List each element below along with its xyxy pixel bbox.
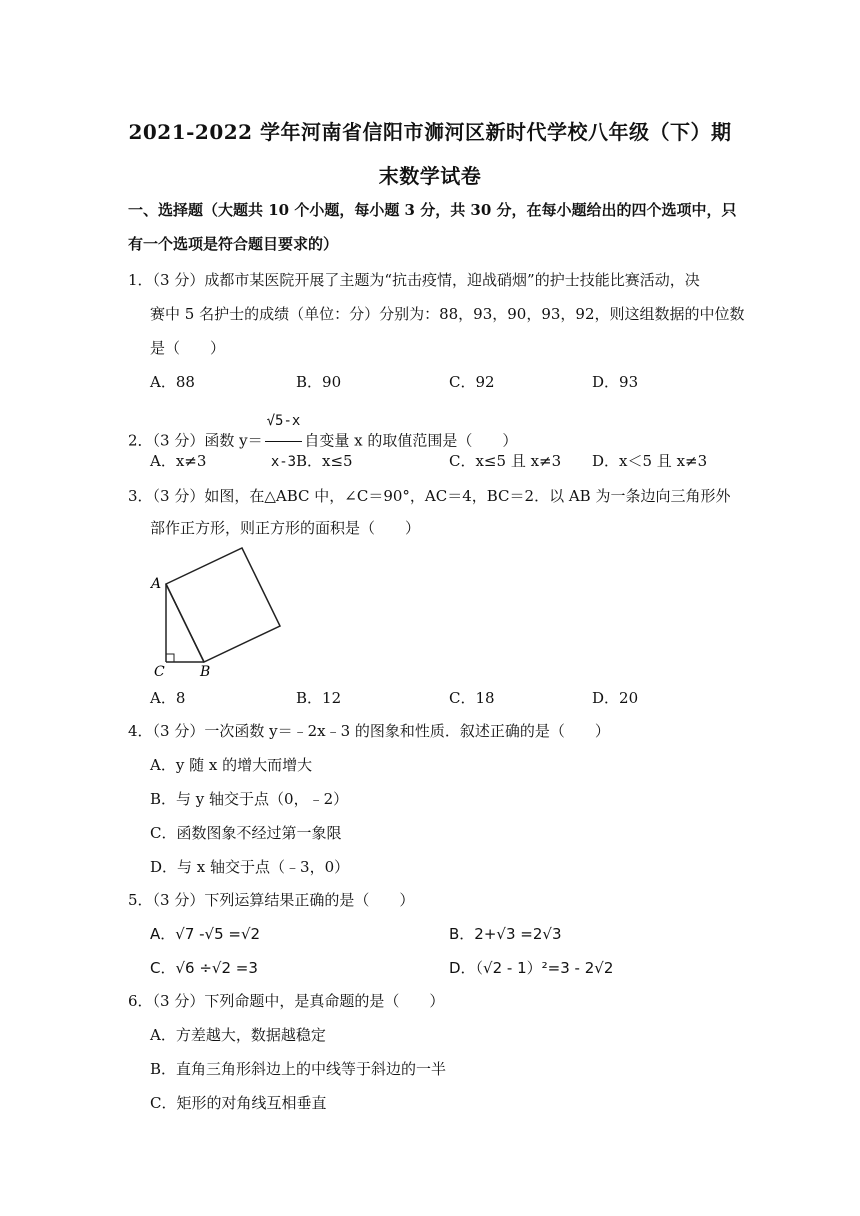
q3-stem-line2: 部作正方形，则正方形的面积是（ ） [150,519,421,537]
q5-option-b: B．2+√3 =2√3 [449,925,562,943]
q5-option-d: D．（√2 - 1）²=3 - 2√2 [449,959,614,977]
q1-stem-line3: 是（ ） [150,339,226,357]
vertex-a-label: A [151,576,162,592]
q1-stem-line1: 1．（3 分）成都市某医院开展了主题为“抗击疫情，迎战硝烟”的护士技能比赛活动，决 [128,271,700,289]
right-angle-mark [166,654,174,662]
q2-option-c: C．x≤5 且 x≠3 [449,452,562,470]
q2-numerator: √5-x [265,401,303,442]
q3-option-b: B．12 [296,689,342,707]
q2-option-a: A．x≠3 [150,452,207,470]
q5-option-c: C．√6 ÷√2 =3 [150,959,258,977]
section-heading-line1: 一、选择题（大题共 10 个小题，每小题 3 分，共 30 分，在每小题给出的四个选项中，只 [128,201,737,219]
q3-stem-line1: 3．（3 分）如图，在△ABC 中，∠C＝90°，AC＝4，BC＝2．以 AB 为一条边向三角形外 [128,487,731,505]
q4-option-b: B．与 y 轴交于点（0，﹣2） [150,790,349,808]
q1-stem-line2: 赛中 5 名护士的成绩（单位：分）分别为：88，93，90，93，92，则这组数据的中位数 [150,305,745,323]
q5-option-a: A．√7 -√5 =√2 [150,925,261,943]
triangle-square-figure [146,544,286,680]
q2-option-b: B．x≤5 [296,452,353,470]
q6-option-b: B．直角三角形斜边上的中线等于斜边的一半 [150,1060,447,1078]
vertex-c-label: C [154,664,165,680]
q2-denominator: x-3 [270,454,297,470]
q5-stem: 5．（3 分）下列运算结果正确的是（ ） [128,891,415,909]
exam-title-line1: 2021-2022 学年河南省信阳市浉河区新时代学校八年级（下）期 [128,120,732,144]
q1-option-a: A．88 [150,373,195,391]
q2-suffix: 自变量 x 的取值范围是（ ） [304,431,518,450]
q2-prefix: 2．（3 分）函数 y＝ [128,431,263,450]
q6-option-a: A．方差越大，数据越稳定 [150,1026,326,1044]
q6-option-c: C．矩形的对角线互相垂直 [150,1094,327,1112]
q4-option-c: C．函数图象不经过第一象限 [150,824,342,842]
exam-title-line2: 末数学试卷 [378,164,482,188]
section-heading-line2: 有一个选项是符合题目要求的） [128,235,339,253]
q2-option-d: D．x＜5 且 x≠3 [592,452,708,470]
q1-option-d: D．93 [592,373,639,391]
vertex-b-label: B [200,664,211,680]
q1-option-b: B．90 [296,373,342,391]
q4-option-a: A．y 随 x 的增大而增大 [150,756,313,774]
q6-stem: 6．（3 分）下列命题中，是真命题的是（ ） [128,992,445,1010]
q3-option-d: D．20 [592,689,639,707]
q3-option-a: A．8 [150,689,186,707]
q4-stem: 4．（3 分）一次函数 y＝﹣2x﹣3 的图象和性质．叙述正确的是（ ） [128,722,610,740]
q1-option-c: C．92 [449,373,495,391]
square-on-ab [166,548,280,662]
q4-option-d: D．与 x 轴交于点（﹣3，0） [150,858,350,876]
q3-option-c: C．18 [449,689,495,707]
